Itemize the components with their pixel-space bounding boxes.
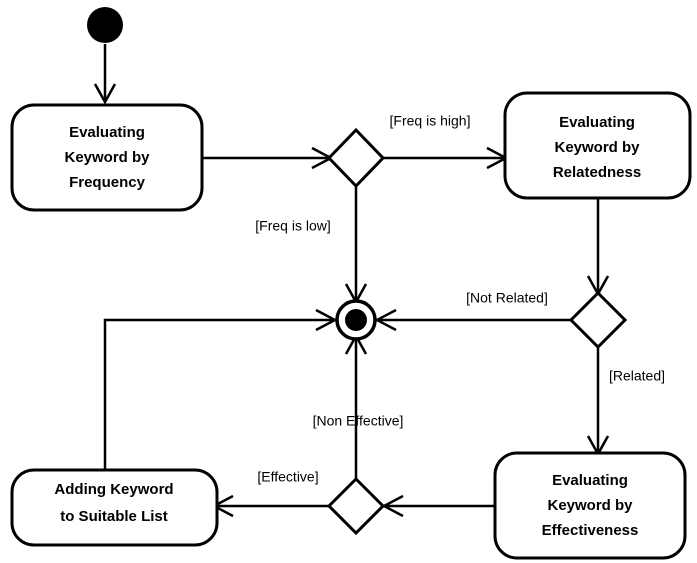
action-frequency-line2: Keyword by (64, 148, 150, 166)
action-relatedness-line2: Keyword by (554, 138, 640, 156)
initial-node (87, 7, 123, 43)
edge-relatedness-to-decision (588, 197, 608, 294)
action-effectiveness-line3: Effectiveness (541, 521, 639, 539)
guard-non-effective: [Non Effective] (312, 412, 404, 429)
edge-decision-to-effectiveness (588, 346, 608, 454)
action-effectiveness-line2: Keyword by (547, 496, 633, 514)
action-effectiveness-line1: Evaluating (552, 471, 628, 489)
action-evaluating-keyword-by-relatedness[interactable] (505, 93, 690, 198)
guard-effective: [Effective] (257, 468, 319, 485)
decision-node-relatedness[interactable] (571, 293, 625, 347)
action-adding-keyword-to-suitable-list[interactable] (12, 470, 217, 545)
action-frequency-line3: Frequency (69, 173, 145, 191)
edge-frequency-to-decision (202, 148, 331, 168)
action-evaluating-keyword-by-frequency[interactable] (12, 105, 202, 210)
edge-effectiveness-to-decision (384, 496, 495, 516)
final-node (337, 301, 375, 339)
edge-adding-keyword-to-final (105, 310, 335, 470)
action-adding-line2: to Suitable List (60, 507, 168, 525)
action-evaluating-keyword-by-effectiveness[interactable] (495, 453, 685, 558)
action-frequency-line1: Evaluating (69, 123, 145, 141)
decision-node-frequency[interactable] (329, 130, 383, 186)
guard-freq-is-high: [Freq is high] (389, 112, 471, 129)
action-adding-line1: Adding Keyword (54, 480, 174, 498)
guard-related: [Related] (608, 367, 666, 384)
action-relatedness-line3: Relatedness (552, 163, 642, 181)
edge-decision-to-relatedness (383, 148, 506, 168)
guard-freq-is-low: [Freq is low] (255, 217, 331, 234)
edge-decision-to-final-freq-low (346, 182, 366, 302)
edge-decision-to-final-not-related (377, 310, 573, 330)
edge-decision-to-adding-keyword (214, 496, 330, 516)
decision-node-effectiveness[interactable] (329, 479, 383, 533)
edge-start-to-frequency (95, 44, 115, 102)
action-relatedness-line1: Evaluating (559, 113, 635, 131)
guard-not-related: [Not Related] (466, 289, 548, 306)
edge-decision-to-final-non-effective (346, 336, 366, 480)
